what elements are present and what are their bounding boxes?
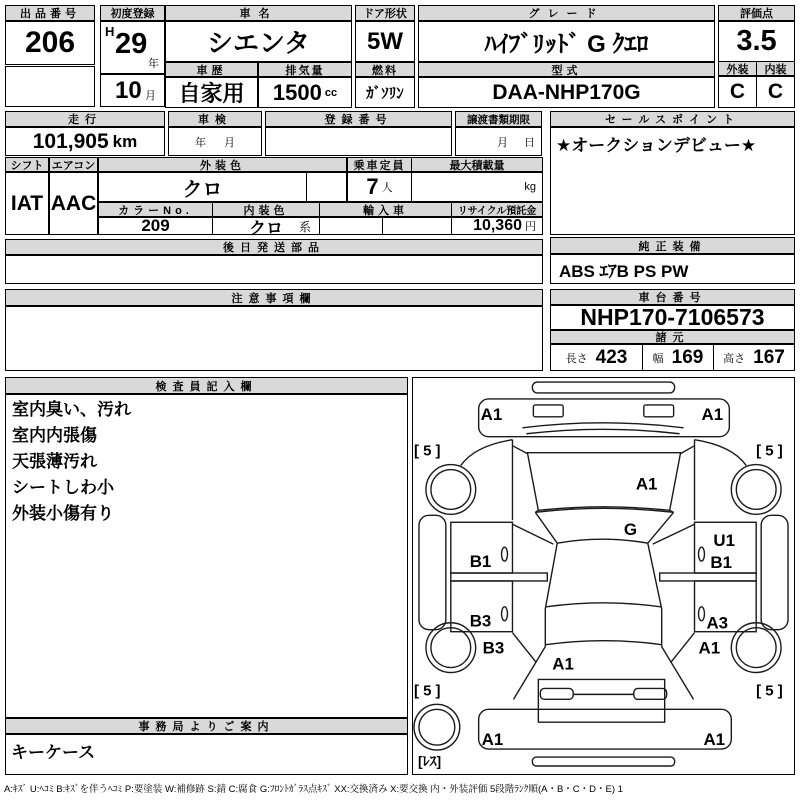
import-value-cell-2 bbox=[382, 217, 452, 235]
height-value: 167 bbox=[753, 346, 785, 368]
interior-color-name: クロ bbox=[249, 218, 283, 238]
spec-height-cell bbox=[713, 344, 795, 371]
fuel-value: ｶﾞｿﾘﾝ bbox=[355, 77, 415, 108]
door-front-right-grade-u: U1 bbox=[713, 531, 736, 551]
exterior-color-header: 外装色 bbox=[98, 157, 347, 172]
year-unit: 年 bbox=[148, 58, 159, 70]
mileage-value bbox=[5, 127, 165, 156]
rear-bumper-right-grade: A1 bbox=[703, 730, 726, 750]
inspector-notes-box bbox=[5, 394, 408, 718]
inspector-note-line: 室内内張傷 bbox=[12, 426, 97, 445]
aircon-header: エアコン bbox=[49, 157, 98, 172]
reg-year: 29 bbox=[115, 28, 148, 60]
shaken-month-unit: 月 bbox=[224, 136, 235, 149]
height-label: 高さ bbox=[723, 352, 746, 365]
transfer-deadline-value bbox=[455, 127, 542, 156]
tire-front-left-grade: [ 5 ] bbox=[413, 442, 441, 460]
door-rear-left-grade: B3 bbox=[469, 611, 492, 631]
recycle-value bbox=[451, 217, 543, 235]
car-diagram bbox=[413, 378, 794, 774]
color-no-header: カラーNo. bbox=[98, 202, 213, 217]
auction-no-value: 206 bbox=[5, 21, 95, 65]
inspector-header: 検査員記入欄 bbox=[5, 377, 408, 394]
reg-month: 10 bbox=[115, 77, 142, 104]
model-code-value: DAA-NHP170G bbox=[418, 77, 715, 108]
registration-no-value bbox=[265, 127, 452, 156]
specs-header: 諸元 bbox=[550, 330, 795, 344]
model-code-header: 型式 bbox=[418, 62, 715, 77]
caution-box bbox=[5, 306, 543, 371]
history-value: 自家用 bbox=[165, 77, 258, 108]
car-outline bbox=[414, 382, 788, 766]
shaken-year-unit: 年 bbox=[195, 136, 206, 149]
inspector-note-line: シートしわ小 bbox=[12, 478, 114, 497]
spec-width-cell bbox=[642, 344, 714, 371]
transfer-month-unit: 月 bbox=[497, 136, 508, 149]
length-value: 423 bbox=[595, 346, 628, 368]
payload-value bbox=[411, 172, 543, 202]
chassis-no-value: NHP170-7106573 bbox=[550, 305, 795, 330]
tire-rear-left-grade: [ 5 ] bbox=[413, 682, 441, 700]
shift-header: シフト bbox=[5, 157, 49, 172]
aircon-value: AAC bbox=[49, 172, 98, 235]
transfer-deadline-header: 譲渡書類期限 bbox=[455, 111, 542, 127]
inspector-note-line: 室内臭い、汚れ bbox=[12, 400, 131, 419]
first-reg-month-cell bbox=[100, 74, 165, 107]
history-header: 車歴 bbox=[165, 62, 258, 77]
sales-point-value: ★オークションデビュー★ bbox=[550, 127, 795, 235]
displacement-unit: cc bbox=[324, 86, 338, 99]
damage-labels bbox=[414, 405, 783, 769]
exterior-grade-header: 外装 bbox=[718, 61, 757, 76]
payload-header: 最大積載量 bbox=[411, 157, 543, 172]
door-shape-value: 5W bbox=[355, 21, 415, 62]
shaken-header: 車検 bbox=[168, 111, 262, 127]
capacity-number: 7 bbox=[366, 174, 379, 199]
era-letter: H bbox=[105, 24, 115, 39]
caution-header: 注意事項欄 bbox=[5, 289, 543, 306]
shaken-value bbox=[168, 127, 262, 156]
door-shape-header: ドア形状 bbox=[355, 5, 415, 21]
interior-color-value bbox=[212, 217, 320, 238]
later-parts-header: 後日発送部品 bbox=[5, 239, 543, 255]
mileage-header: 走行 bbox=[5, 111, 165, 127]
equipment-value: ABS ｴｱB PS PW bbox=[550, 254, 795, 284]
fender-rear-right-grade: A1 bbox=[698, 638, 721, 658]
exterior-color-value: クロ bbox=[98, 172, 307, 202]
spare-tire-label: [ﾚｽ] bbox=[417, 753, 442, 770]
recycle-header: リサイクル預託金 bbox=[451, 202, 543, 217]
damage-code-legend: A:ｷｽﾞ U:ﾍｺﾐ B:ｷｽﾞを伴うﾍｺﾐ P:要塗装 W:補修跡 S:錆 C:腐食 G:ﾌﾛﾝﾄｶﾞﾗｽ点ｷｽﾞ XX:交換済み X:要交換 内・外装評価 5段階ﾗﾝｸ順(A・B・C・D・E) 1 bbox=[4, 784, 623, 795]
front-bumper-right-grade: A1 bbox=[701, 404, 724, 424]
car-diagram-box bbox=[412, 377, 795, 775]
color-no-value: 209 bbox=[98, 217, 213, 235]
shift-value: IAT bbox=[5, 172, 49, 235]
office-header: 事務局よりご案内 bbox=[5, 718, 408, 734]
displacement-value bbox=[258, 77, 352, 108]
hood-grade: A1 bbox=[635, 474, 658, 494]
displacement-number: 1500 bbox=[272, 79, 322, 105]
length-label: 長さ bbox=[565, 352, 588, 365]
import-value-cell-1 bbox=[319, 217, 383, 235]
width-value: 169 bbox=[671, 346, 704, 368]
chassis-no-header: 車台番号 bbox=[550, 289, 795, 305]
import-header: 輸入車 bbox=[319, 202, 452, 217]
auction-no-header: 出品番号 bbox=[5, 5, 95, 21]
interior-color-header: 内装色 bbox=[212, 202, 320, 217]
inspector-note-line: 天張薄汚れ bbox=[12, 452, 97, 471]
recycle-unit: 円 bbox=[525, 221, 536, 233]
equipment-header: 純正装備 bbox=[550, 237, 795, 254]
door-front-right-grade-b: B1 bbox=[710, 553, 733, 573]
door-front-left-grade: B1 bbox=[469, 552, 492, 572]
width-label: 幅 bbox=[652, 352, 664, 365]
capacity-header: 乗車定員 bbox=[347, 157, 412, 172]
office-note: キーケース bbox=[5, 734, 408, 775]
registration-no-header: 登録番号 bbox=[265, 111, 452, 127]
transfer-day-unit: 日 bbox=[524, 136, 535, 149]
door-rear-right-grade: A3 bbox=[706, 613, 729, 633]
payload-unit: kg bbox=[524, 181, 536, 193]
interior-grade-value: C bbox=[756, 76, 795, 108]
score-header: 評価点 bbox=[718, 5, 795, 21]
rear-gate-grade: A1 bbox=[552, 654, 574, 674]
first-reg-header: 初度登録 bbox=[100, 5, 165, 21]
recycle-number: 10,360 bbox=[473, 217, 522, 234]
exterior-color-empty-cell bbox=[306, 172, 347, 202]
auction-no-empty-cell bbox=[5, 66, 95, 107]
rear-bumper-left-grade: A1 bbox=[481, 730, 504, 750]
inspector-note-line: 外装小傷有り bbox=[12, 504, 114, 523]
fuel-header: 燃料 bbox=[355, 62, 415, 77]
grade-value: ﾊｲﾌﾞﾘｯﾄﾞ G ｸｴﾛ bbox=[418, 21, 715, 62]
tire-front-right-grade: [ 5 ] bbox=[756, 442, 783, 460]
car-name-value: シエンタ bbox=[165, 21, 352, 62]
month-unit: 月 bbox=[145, 90, 156, 102]
score-value: 3.5 bbox=[718, 21, 795, 62]
sales-point-header: セールスポイント bbox=[550, 111, 795, 127]
displacement-header: 排気量 bbox=[258, 62, 352, 77]
front-bumper-left-grade: A1 bbox=[480, 404, 503, 424]
capacity-value bbox=[347, 172, 412, 202]
grade-header: グレード bbox=[418, 5, 715, 21]
interior-color-suffix: 系 bbox=[298, 219, 311, 234]
mileage-unit: km bbox=[112, 131, 138, 151]
mileage-number: 101,905 bbox=[32, 129, 109, 153]
capacity-unit: 人 bbox=[381, 182, 393, 194]
first-reg-year-cell bbox=[100, 21, 165, 74]
tire-rear-right-grade: [ 5 ] bbox=[756, 682, 783, 700]
exterior-grade-value: C bbox=[718, 76, 757, 108]
windshield-grade: G bbox=[623, 520, 638, 540]
later-parts-box bbox=[5, 255, 543, 284]
car-name-header: 車名 bbox=[165, 5, 352, 21]
fender-rear-left-grade: B3 bbox=[482, 638, 505, 658]
interior-grade-header: 内装 bbox=[756, 61, 795, 76]
spec-length-cell bbox=[550, 344, 643, 371]
